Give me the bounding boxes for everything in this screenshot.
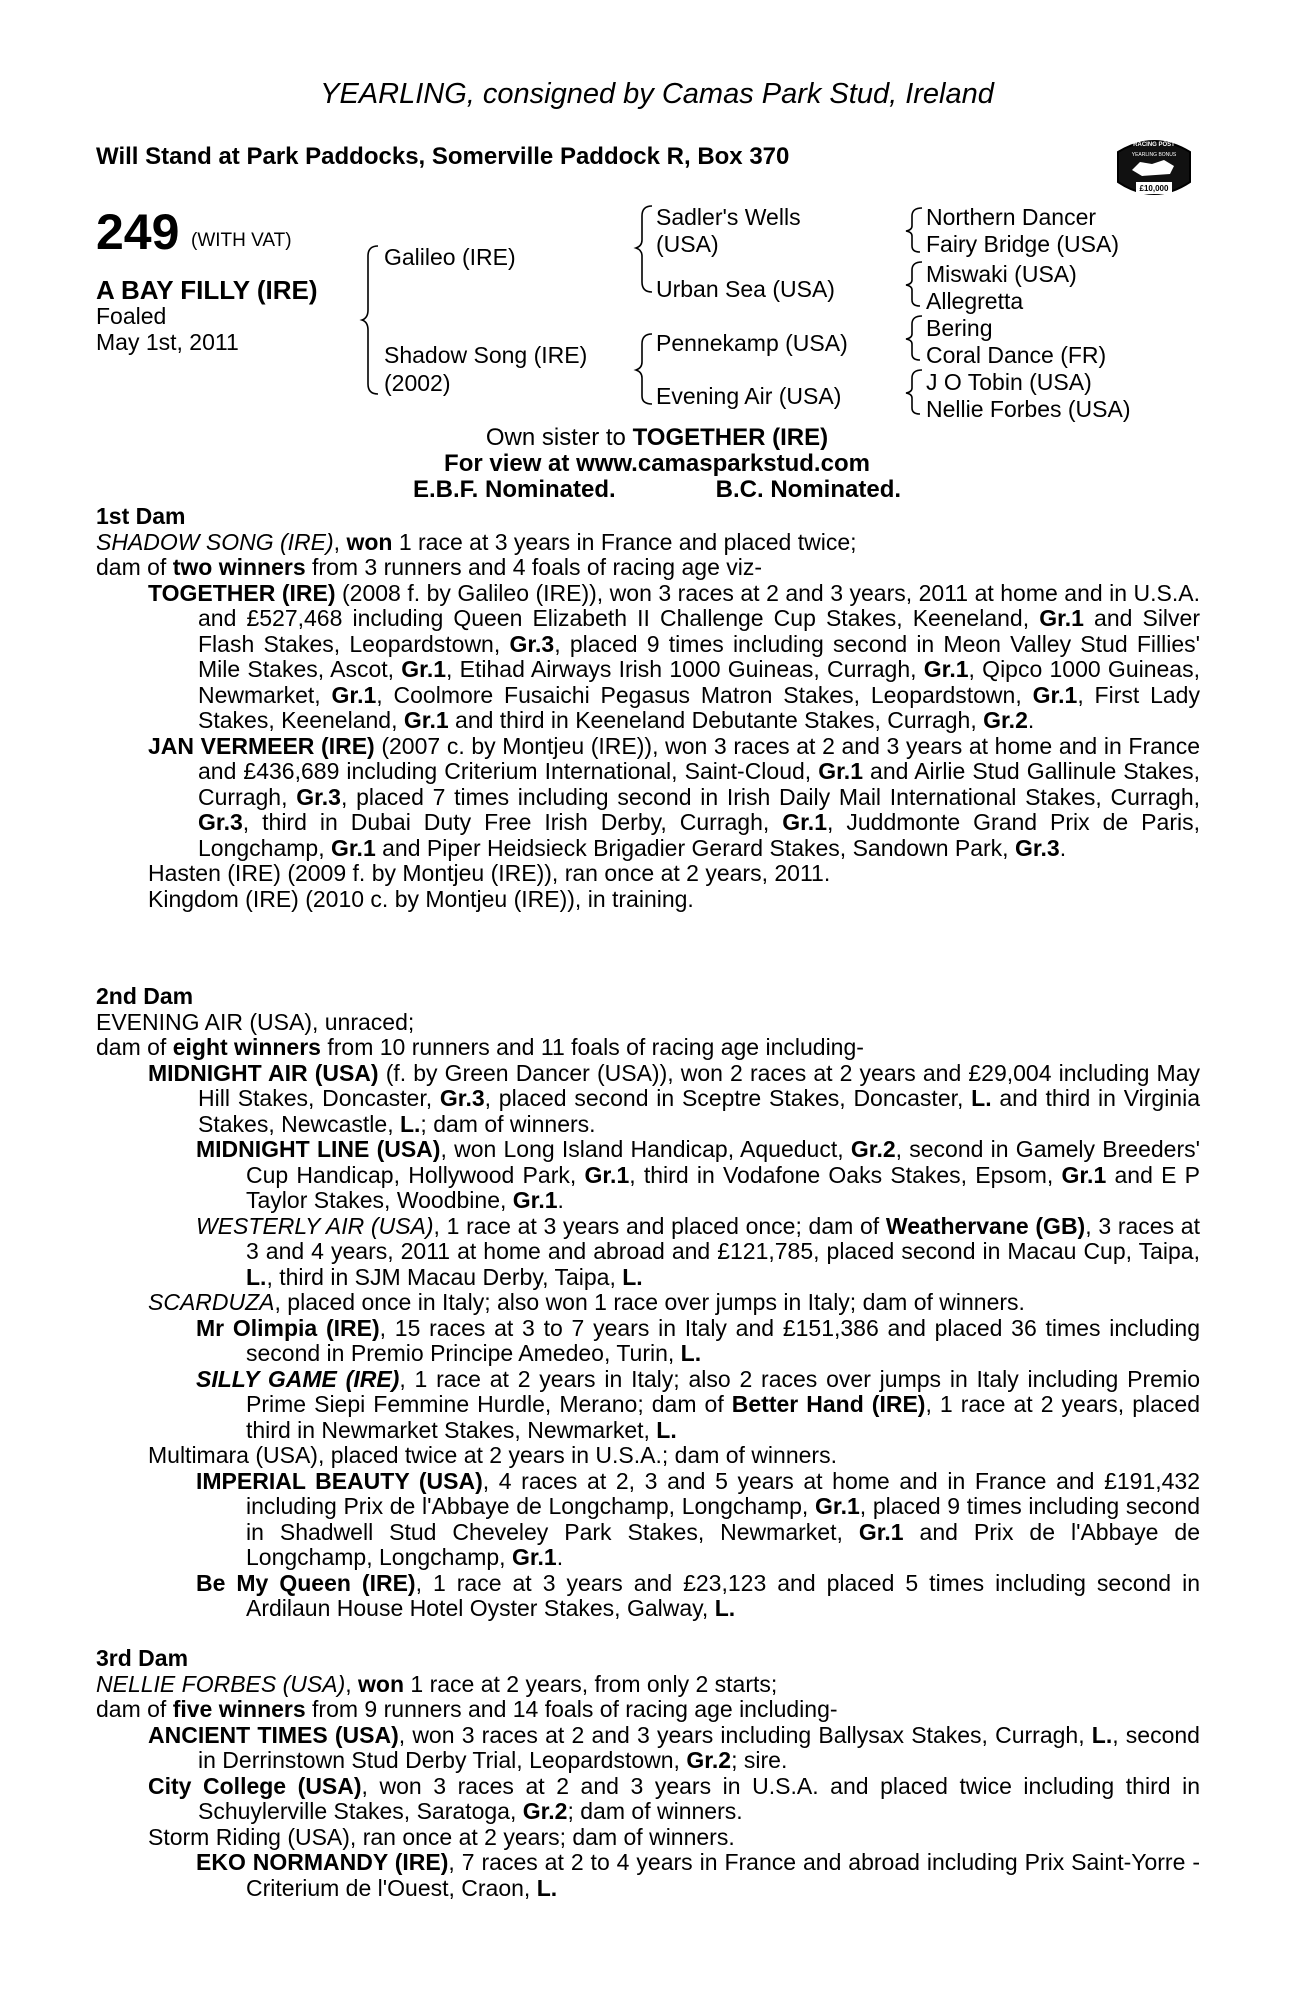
lot-vat: (WITH VAT)	[191, 230, 292, 251]
second-dam-line1: EVENING AIR (USA), unraced;	[96, 1008, 415, 1035]
pedigree-dam: Shadow Song (IRE)	[384, 342, 588, 368]
third-dam-section	[96, 1646, 1200, 1901]
ebf-nominated: E.B.F. Nominated.	[412, 476, 616, 503]
page-title: YEARLING, consigned by Camas Park Stud, Ireland	[320, 78, 994, 110]
bracket-g4	[906, 370, 922, 414]
lot-name: A BAY FILLY (IRE)	[96, 275, 318, 305]
entry-ancient-times: ANCIENT TIMES (USA), won 3 races at 2 and 3 years including Ballysax Stakes, Curragh, L., second in Derrinstown Stud Derby Trial, Leopardstown, Gr.2; sire.	[148, 1721, 1200, 1773]
first-dam-line1: SHADOW SONG (IRE), won 1 race at 3 years in France and placed twice;	[96, 528, 857, 555]
third-dam-line2: dam of five winners from 9 runners and 14 foals of racing age including-	[96, 1696, 838, 1722]
entry-together: TOGETHER (IRE) (2008 f. by Galileo (IRE)), won 3 races at 2 and 3 years, 2011 at home and in U.S.A. and £527,468 including Queen Elizabeth II Challenge Cup Stakes, Keeneland, Gr.1 and Silver Flash Stakes, Leopardstown, Gr.3, placed 9 times including second in Meon Valley Stud Fillies' Mile Stakes, Ascot, Gr.1, Etihad Airways Irish 1000 Guineas, Curragh, Gr.1, Qipco 1000 Guineas, Newmarket, Gr.1, Coolmore Fusaichi Pegasus Matron Stakes, Leopardstown, Gr.1, First Lady Stakes, Keeneland, Gr.1 and third in Keeneland Debutante Stakes, Curragh, Gr.2.	[148, 579, 1200, 733]
third-dam-name: NELLIE FORBES (USA)	[96, 1670, 346, 1697]
badge-bottom-text: £10,000	[1139, 184, 1169, 193]
bracket-dam	[636, 334, 652, 404]
stand-location: Will Stand at Park Paddocks, Somerville Paddock R, Box 370	[96, 143, 790, 170]
entry-storm-riding: Storm Riding (USA), ran once at 2 years; dam of winners.	[148, 1823, 735, 1850]
lot-foaled-date: May 1st, 2011	[96, 329, 239, 355]
bracket-g1	[906, 208, 922, 252]
pedigree-g3: Miswaki (USA)	[926, 261, 1077, 287]
pedigree-sire-sire-line2: (USA)	[656, 231, 719, 257]
bracket-sire	[636, 206, 652, 292]
first-dam-line2: dam of two winners from 3 runners and 4 foals of racing age viz-	[96, 554, 763, 580]
pedigree-sire: Galileo (IRE)	[384, 244, 516, 270]
entry-multimara: Multimara (USA), placed twice at 2 years in U.S.A.; dam of winners.	[148, 1442, 837, 1468]
pedigree-g5: Bering	[926, 315, 993, 341]
pedigree-g7: J O Tobin (USA)	[926, 369, 1092, 395]
lot-number: 249	[96, 204, 180, 260]
entry-mr-olimpia: Mr Olimpia (IRE), 15 races at 3 to 7 years in Italy and £151,386 and placed 36 times including second in Premio Principe Amedeo, Turin, L.	[196, 1314, 1200, 1366]
first-dam-heading: 1st Dam	[96, 503, 186, 529]
pedigree-g1: Northern Dancer	[926, 204, 1097, 230]
third-dam-line1: NELLIE FORBES (USA), won 1 race at 2 years, from only 2 starts;	[96, 1670, 778, 1697]
entry-city-college: City College (USA), won 3 races at 2 and 3 years in U.S.A. and placed twice including third in Schuylerville Stakes, Saratoga, Gr.2; dam of winners.	[148, 1772, 1200, 1824]
entry-imperial-beauty: IMPERIAL BEAUTY (USA), 4 races at 2, 3 and 5 years at home and in France and £191,432 including Prix de l'Abbaye de Longchamp, Longchamp, Gr.1, placed 9 times including second in Shadwell Stud Cheveley Park Stakes, Newmarket, Gr.1 and Prix de l'Abbaye de Longchamp, Longchamp, Gr.1.	[196, 1467, 1201, 1570]
pedigree-g6: Coral Dance (FR)	[926, 342, 1107, 368]
bc-nominated: B.C. Nominated.	[715, 476, 902, 503]
pedigree-dam-sire: Pennekamp (USA)	[656, 330, 848, 356]
second-dam-line2: dam of eight winners from 10 runners and 11 foals of racing age including-	[96, 1034, 864, 1060]
entry-be-my-queen: Be My Queen (IRE), 1 race at 3 years and £23,123 and placed 5 times including second in Ardilaun House Hotel Oyster Stakes, Galway, L.	[196, 1569, 1200, 1621]
entry-silly-game: SILLY GAME (IRE), 1 race at 2 years in Italy; also 2 races over jumps in Italy including Premio Prime Siepi Femmine Hurdle, Merano; dam of Better Hand (IRE), 1 race at 2 years, placed third in Newmarket Stakes, Newmarket, L.	[196, 1365, 1200, 1443]
bracket-g3	[906, 316, 922, 360]
pedigree-sire-dam: Urban Sea (USA)	[656, 276, 835, 302]
entry-midnight-air: MIDNIGHT AIR (USA) (f. by Green Dancer (USA)), won 2 races at 2 years and £29,004 including May Hill Stakes, Doncaster, Gr.3, placed second in Sceptre Stakes, Doncaster, L. and third in Virginia Stakes, Newcastle, L.; dam of winners.	[148, 1059, 1200, 1137]
own-sister-name: TOGETHER (IRE)	[632, 424, 829, 451]
entry-hasten: Hasten (IRE) (2009 f. by Montjeu (IRE)), ran once at 2 years, 2011.	[148, 860, 831, 886]
lot-foaled-label: Foaled	[96, 303, 167, 329]
entry-midnight-line: MIDNIGHT LINE (USA), won Long Island Handicap, Aqueduct, Gr.2, second in Gamely Breeders' Cup Handicap, Hollywood Park, Gr.1, third in Vodafone Oaks Stakes, Epsom, Gr.1 and E P Taylor Stakes, Woodbine, Gr.1.	[196, 1136, 1201, 1213]
first-dam-section	[96, 504, 1200, 912]
entry-kingdom: Kingdom (IRE) (2010 c. by Montjeu (IRE)), in training.	[148, 885, 694, 912]
badge-top-text: RACING POST	[1133, 142, 1175, 148]
entry-jan-vermeer: JAN VERMEER (IRE) (2007 c. by Montjeu (IRE)), won 3 races at 2 and 3 years at home and in France and £436,689 including Criterium International, Saint-Cloud, Gr.1 and Airlie Stud Gallinule Stakes, Curragh, Gr.3, placed 7 times including second in Irish Daily Mail International Stakes, Curragh, Gr.3, third in Dubai Duty Free Irish Derby, Curragh, Gr.1, Juddmonte Grand Prix de Paris, Longchamp, Gr.1 and Piper Heidsieck Brigadier Gerard Stakes, Sandown Park, Gr.3.	[148, 732, 1201, 861]
pedigree-dam-year: (2002)	[384, 370, 451, 396]
badge-mid-text: YEARLING BONUS	[1131, 152, 1177, 158]
entry-scarduza: SCARDUZA, placed once in Italy; also won 1 race over jumps in Italy; dam of winners.	[148, 1289, 1025, 1315]
nominations	[0, 476, 1314, 504]
pedigree-g2: Fairy Bridge (USA)	[926, 231, 1119, 257]
own-sister-prefix: Own sister to	[485, 424, 633, 451]
bracket-gen1	[362, 246, 378, 394]
third-dam-heading: 3rd Dam	[96, 1645, 189, 1671]
entry-eko-normandy: EKO NORMANDY (IRE), 7 races at 2 to 4 years in France and abroad including Prix Saint-Yorre - Criterium de l'Ouest, Craon, L.	[196, 1849, 1200, 1901]
first-dam-name: SHADOW SONG (IRE)	[96, 528, 334, 555]
bracket-g2	[906, 262, 922, 306]
entry-westerly-air: WESTERLY AIR (USA), 1 race at 3 years and placed once; dam of Weathervane (GB), 3 races at 3 and 4 years, 2011 at home and abroad and £121,785, placed second in Macau Cup, Taipa, L., third in SJM Macau Derby, Taipa, L.	[196, 1212, 1200, 1290]
second-dam-heading: 2nd Dam	[96, 983, 194, 1009]
pedigree-g8: Nellie Forbes (USA)	[926, 396, 1131, 422]
pedigree-sire-sire-line1: Sadler's Wells	[656, 204, 801, 230]
own-sister-note	[0, 424, 1314, 452]
pedigree-dam-dam: Evening Air (USA)	[656, 383, 842, 409]
pedigree-g4: Allegretta	[926, 288, 1024, 314]
view-note: For view at www.camasparkstud.com	[444, 450, 870, 477]
second-dam-section	[96, 984, 1200, 1622]
